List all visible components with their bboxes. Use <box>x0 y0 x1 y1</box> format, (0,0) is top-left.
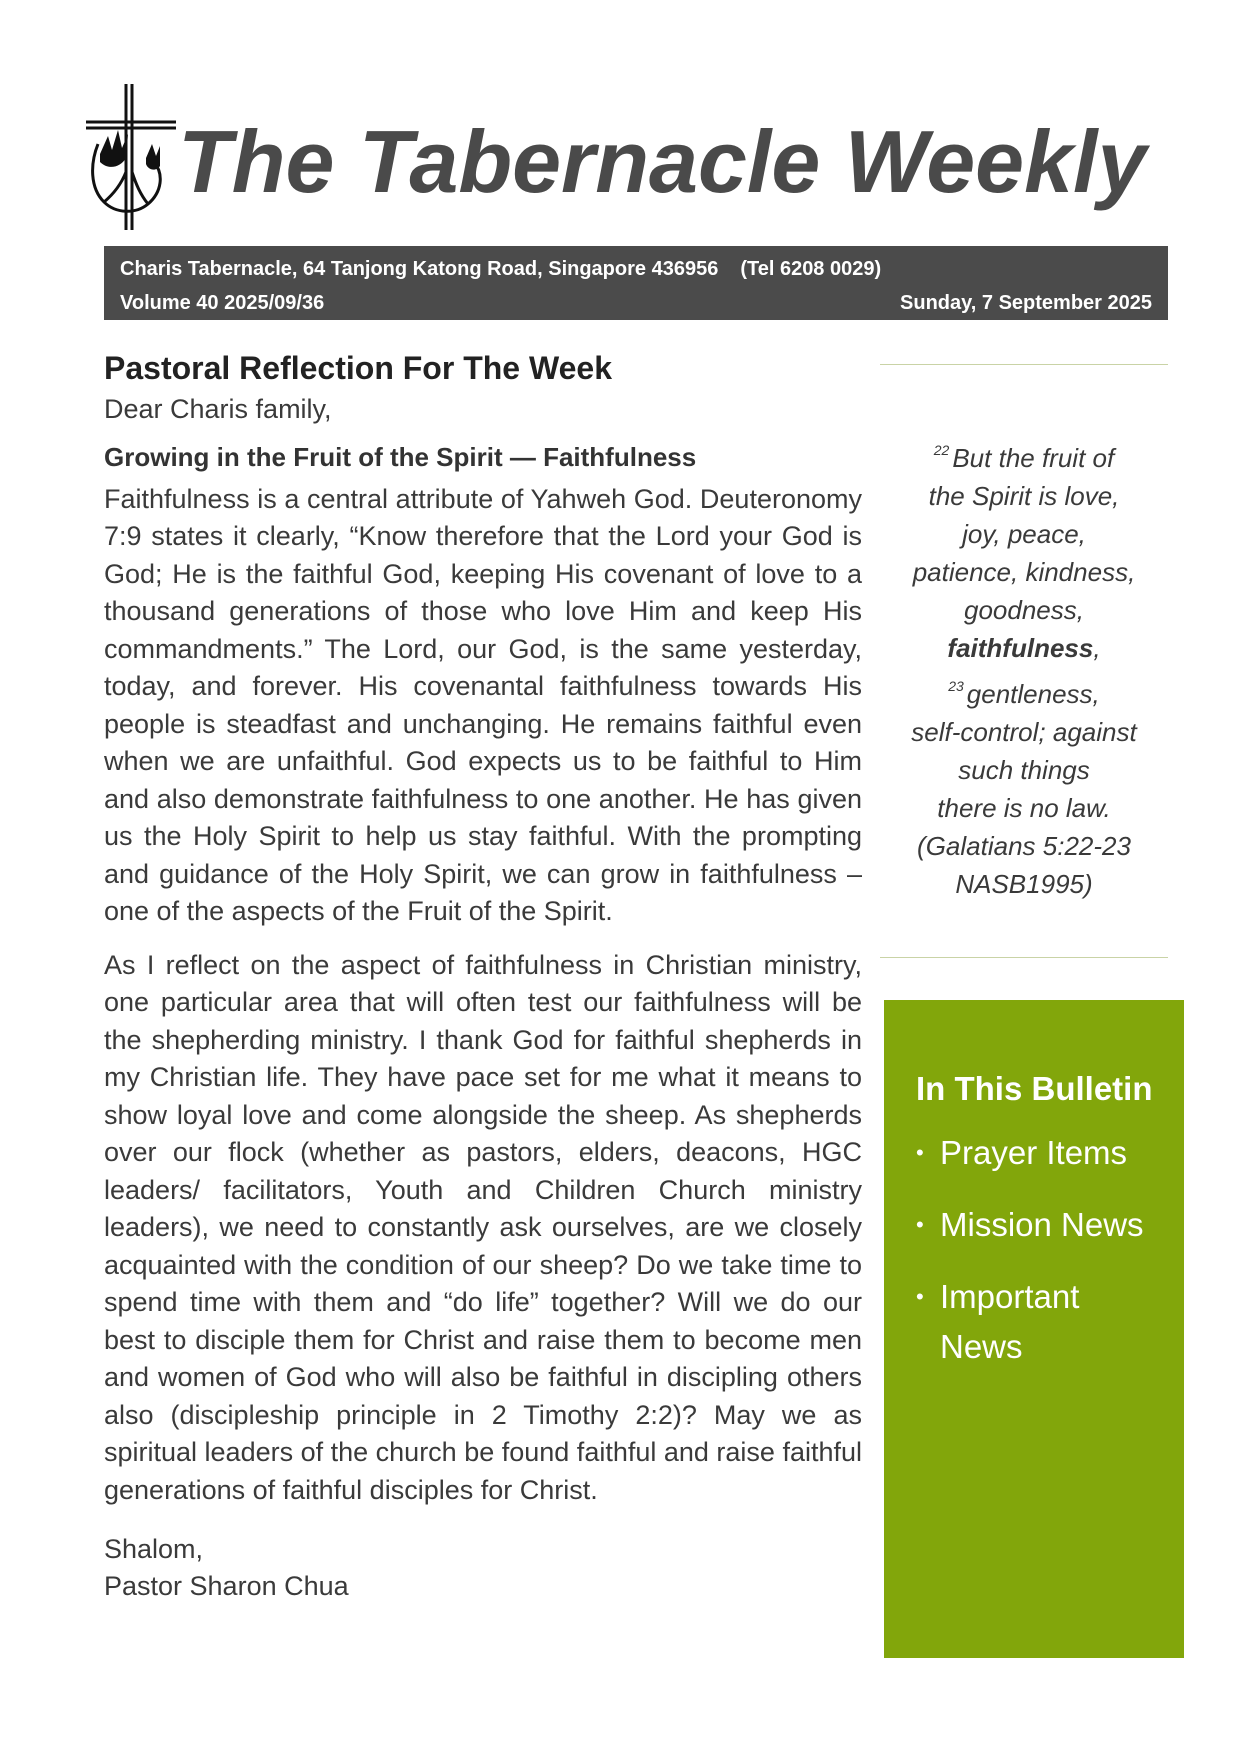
scripture-reference: NASB1995) <box>955 869 1093 899</box>
masthead-title: The Tabernacle Weekly <box>178 112 1147 211</box>
closing-salutation: Shalom, <box>104 1534 204 1565</box>
scripture-line: self-control; against <box>911 717 1137 747</box>
section-title: Pastoral Reflection For The Week <box>104 350 612 386</box>
closing <box>104 1531 862 1605</box>
bullet-icon: • <box>916 1284 924 1309</box>
verse-number: 23 <box>948 678 964 694</box>
paragraph: As I reflect on the aspect of faithfulness in Christian ministry, one particular area that will often test our faithfulness will be the shepherding ministry. I thank God for faithful shepherds in my Christian life. They have pace set for me what it means to show loyal love and come alongside the sheep. As shepherds over our flock (whether as pastors, elders, deacons, HGC leaders/ facilitators, Youth and Children Church ministry leaders), we need to constantly ask ourselves, are we closely acquainted with the condition of our sheep? Do we take time to spend time with them and “do life” together? Will we do our best to disciple them for Christ and raise them to become men and women of God who will also be faithful in discipling others also (discipleship principle in 2 Timothy 2:2)? May we as spiritual leaders of the church be found faithful and raise faithful generations of faithful disciples for Christ. <box>104 949 862 1505</box>
bulletin-item-prayer-items <box>916 1128 1184 1178</box>
scripture-line: there is no law. <box>937 793 1111 823</box>
signature: Pastor Sharon Chua <box>104 1571 349 1602</box>
scripture-line: gentleness, <box>966 679 1100 709</box>
bulletin-item-label: Important News <box>940 1278 1080 1365</box>
pastoral-reflection <box>104 348 862 1605</box>
address-line <box>120 258 881 281</box>
scripture-line: joy, peace, <box>962 519 1086 549</box>
paragraph: Faithfulness is a central attribute of Yahweh God. Deuteronomy 7:9 states it clearly, “Know therefore that the Lord your God is God; He is the faithful God, keeping His covenant of love to a thousand generations of those who love Him and keep His commandments.” The Lord, our God, is the same yesterday, today, and forever. His covenantal faithfulness towards His people is steadfast and unchanging. He remains faithful even when we are unfaithful. God expects us to be faithful to Him and also demonstrate faithfulness to one another. He has given us the Holy Spirit to help us stay faithful. With the prompting and guidance of the Holy Spirit, we can grow in faithfulness – one of the aspects of the Fruit of the Spirit. <box>104 483 862 927</box>
bulletin-contents <box>884 1000 1184 1658</box>
reflection-subtitle: Growing in the Fruit of the Spirit — Faithfulness <box>104 442 697 473</box>
scripture-quote <box>880 364 1168 958</box>
bulletin-item-important-news <box>916 1272 1184 1372</box>
bulletin-title: In This Bulletin <box>916 1070 1153 1107</box>
church-address: Charis Tabernacle, 64 Tanjong Katong Road, Singapore 436956 <box>120 257 719 280</box>
scripture-line: But the fruit of <box>952 443 1115 473</box>
scripture-line: patience, kindness, <box>912 557 1136 587</box>
bulletin-item-mission-news <box>916 1200 1184 1250</box>
info-bar <box>104 246 1168 320</box>
cross-and-flame-icon <box>86 84 176 230</box>
scripture-punctuation: , <box>1093 633 1101 663</box>
scripture-text <box>880 431 1168 903</box>
scripture-line: the Spirit is love, <box>928 481 1120 511</box>
greeting: Dear Charis family, <box>104 394 332 424</box>
bulletin-list <box>916 1128 1184 1372</box>
volume-number: Volume 40 2025/09/36 <box>120 291 325 314</box>
scripture-line: such things <box>958 755 1090 785</box>
bullet-icon: • <box>916 1140 924 1165</box>
issue-date: Sunday, 7 September 2025 <box>900 291 1152 314</box>
highlighted-word: faithfulness <box>947 633 1094 663</box>
scripture-reference: (Galatians 5:22-23 <box>917 831 1131 861</box>
church-tel: (Tel 6208 0029) <box>740 257 882 280</box>
scripture-line: goodness, <box>964 595 1084 625</box>
bulletin-item-label: Mission News <box>940 1206 1144 1243</box>
bullet-icon: • <box>916 1212 924 1237</box>
verse-number: 22 <box>933 442 950 458</box>
bulletin-item-label: Prayer Items <box>940 1134 1128 1171</box>
